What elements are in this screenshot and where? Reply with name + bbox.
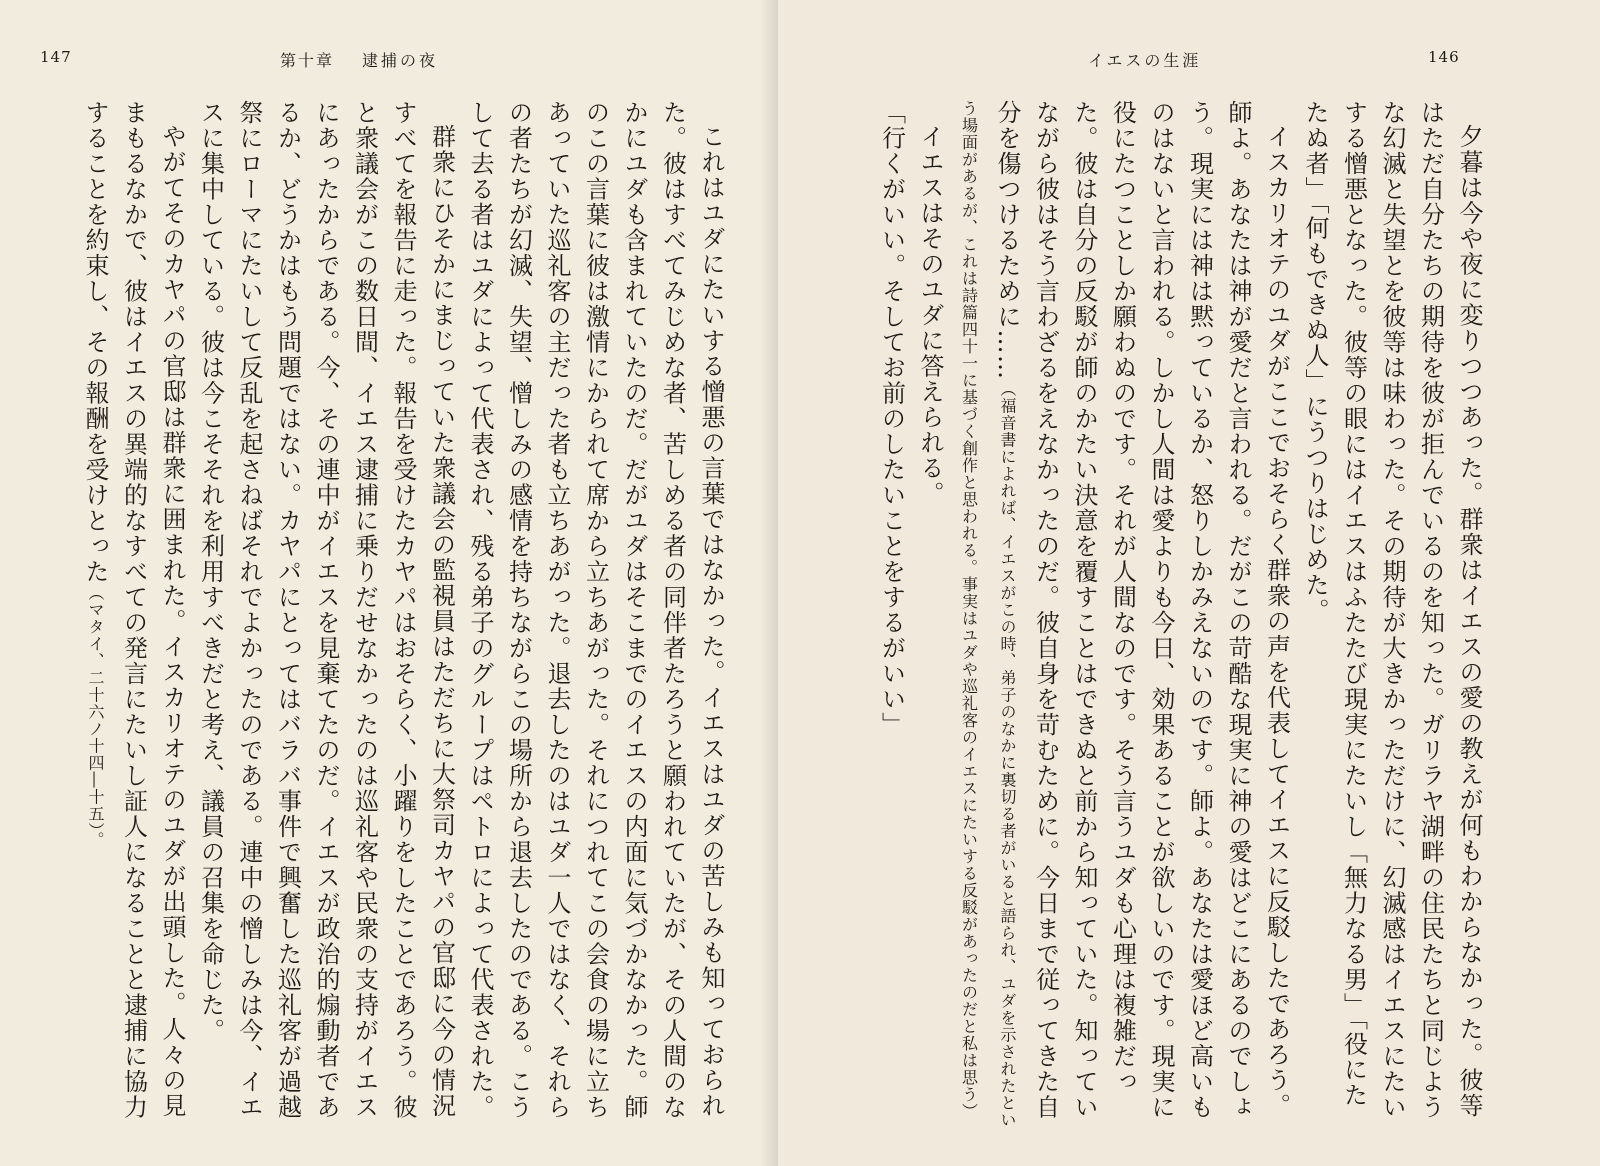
paragraph: 群衆にひそかにまじっていた衆議会の監視員はただちに大祭司カヤパの官邸に今の情況すべてを報告に走った。報告を受けたカヤパはおそらく、小躍りをしたことであろう。彼と衆議会がこの数日間、イエス逮捕に乗りだせなかったのは巡礼客や民衆の支持がイエスにあったからである。今、その連中がイエスを見棄てたのだ。イエスが政治的煽動者であるか、どうかはもう問題ではない。カヤパにとってはバラバ事件で興奮した巡礼客が過越祭にローマにたいして反乱を起さねばそれでよかったのである。連中の憎しみは今、イエスに集中している。彼は今こそそれを利用すべきだと考え、議員の召集を命じた。 (196, 100, 456, 1120)
page-number-right: 146 (1428, 48, 1460, 66)
paragraph: 夕暮は今や夜に変りつつあった。群衆はイエスの愛の教えが何もわからなかった。彼等はただ自分たちの期待を彼が拒んでいるのを知った。ガリラヤ湖畔の住民たちと同じような幻滅と失望とを彼等は味わった。その期待が大きかっただけに、幻滅感はイエスにたいする憎悪となった。彼等の眼にはイエスはふたたび現実にたいし「無力なる男」「役にたたぬ者」「何もできぬ人」にうつりはじめた。 (1301, 100, 1483, 1120)
running-head-right: イエスの生涯 (1088, 51, 1202, 70)
paragraph: イエスはそのユダに答えられる。 (916, 124, 944, 507)
chapter-label: 第十章 (280, 51, 335, 70)
paragraph: これはユダにたいする憎悪の言葉ではなかった。イエスはユダの苦しみも知っておられた。彼はすべてみじめな者、苦しめる者の同伴者たろうと願われていたが、その人間のなかにユダも含まれていたのだ。だがユダはそこまでのイエスの内面に気づかなかった。師のこの言葉に彼は激情にかられて席から立ちあがった。それにつれてこの会食の場に立ちあっていた巡礼客の主だった者も立ちあがった。退去したのはユダ一人ではなく、それらの者たちが幻滅、失望、憎しみの感情を持ちながらこの場所から退去したのである。こうして去る者はユダによって代表され、残る弟子のグループはペトロによって代表された。 (466, 100, 725, 1120)
page-number-left: 147 (40, 48, 72, 66)
quote-paragraph: 「行くがいい。そしてお前のしたいことをするがいい」 (877, 100, 906, 738)
citation-note: （マタイ、二十六ノ十四―十五）。 (86, 584, 105, 849)
right-page-body (818, 100, 1488, 1130)
left-page (0, 0, 778, 1166)
editorial-note: （福音書によれば、イエスがこの時、弟子のなかに裏切る者がいると語られ、ユダを示されたという場面があるが、これは詩篇四十一に基づく創作と思われる。事実はユダや巡礼客のイエスにたいする反駁があったのだと私は思う） (959, 100, 1017, 1129)
running-head-left (280, 48, 438, 71)
right-page (778, 0, 1600, 1166)
chapter-title: 逮捕の夜 (362, 51, 439, 70)
paragraph: イスカリオテのユダがここでおそらく群衆の声を代表してイエスに反駁したであろう。師よ。あなたは神が愛だと言われる。だがこの苛酷な現実に神の愛はどこにあるのでしょう。現実には神は黙っているか、怒りしかみえないのです。師よ。あなたは愛ほど高いものはないと言われる。しかし人間は愛よりも今日、効果あることが欲しいのです。現実に役にたつことしか願わぬのです。それが人間なのです。そう言うユダも心理は複雑だった。彼は自分の反駁が師のかたい決意を覆すことはできぬと前から知っていた。知っていながら彼はそう言わざるをえなかったのだ。彼自身を苛むために。今日まで従ってきた自分を傷つけるために……（福音書によれば、イエスがこの時、弟子のなかに裏切る者がいると語られ、ユダを示されたという場面があるが、これは詩篇四十一に基づく創作と思われる。事実はユダや巡礼客のイエスにたいする反駁があったのだと私は思う） (959, 100, 1291, 1129)
paragraph: やがてそのカヤパの官邸は群衆に囲まれた。イスカリオテのユダが出頭した。人々の見まもるなかで、彼はイエスの異端的なすべての発言にたいし証人になることと逮捕に協力することを約束し、その報酬を受けとった（マタイ、二十六ノ十四―十五）。 (81, 100, 186, 1120)
left-page-body (40, 100, 730, 1130)
